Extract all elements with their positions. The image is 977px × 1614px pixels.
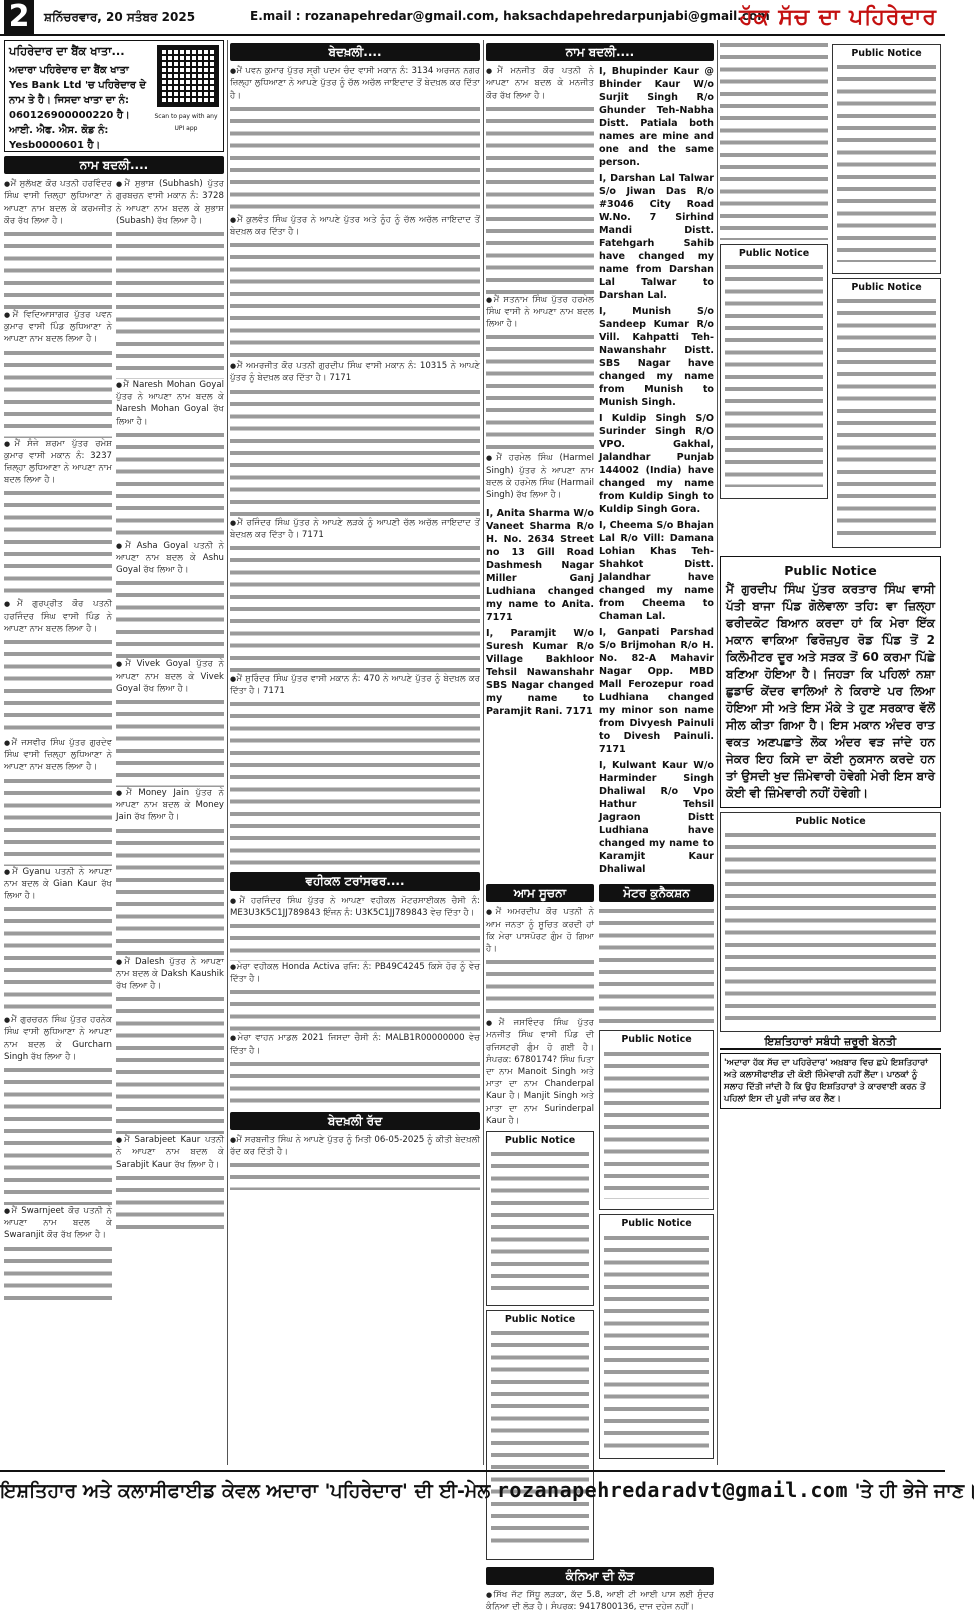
- text-block: [4, 776, 112, 866]
- list-item: ● ਮੈਂ Asha Goyal ਪਤਨੀ ਨੇ ਆਪਣਾ ਨਾਮ ਬਦਲ ਕੇ Ashu Goyal ਰੱਖ ਲਿਆ ਹੈ।: [116, 540, 224, 577]
- notice-title: Public Notice: [851, 48, 922, 59]
- notice-english: I, Paramjit W/o Suresh Kumar R/o Village Bakhloor Tehsil Nawanshahr SBS Nagar changed my name to Paramjit Rani. 7171: [486, 628, 594, 718]
- text-block: [725, 262, 823, 487]
- page-header: [0, 0, 945, 36]
- bank-details: ਅਦਾਰਾ ਪਹਿਰੇਦਾਰ ਦਾ ਬੈਂਕ ਖਾਤਾ Yes Bank Ltd 'ਚ ਪਹਿਰੇਦਾਰ ਦੇ ਨਾਮ ਤੇ ਹੈ। ਜਿਸਦਾ ਖਾਤਾ ਦਾ ਨੰ: 060126900000220 ਹੈ। ਆਈ. ਐਫ. ਐਸ. ਕੋਡ ਨੰ: Yesb0000601 ਹੈ।: [9, 65, 147, 152]
- text-block: [116, 697, 224, 787]
- section-heading-bride-wanted: ਕੰਨਿਆ ਦੀ ਲੋੜ: [486, 1567, 714, 1585]
- list-item: ● ਮੈਂ ਸੰਜੇ ਸ਼ਰਮਾ ਪੁੱਤਰ ਰਮੇਸ਼ ਕੁਮਾਰ ਵਾਸੀ ਮਕਾਨ ਨੰ: 3237 ਜ਼ਿਲ੍ਹਾ ਲੁਧਿਆਣਾ ਨੇ ਆਪਣਾ ਨਾਮ ਬਦਲ ਲਿਆ ਹੈ।: [4, 438, 112, 487]
- column-4: [720, 40, 941, 1465]
- list-item: ● ਮੈਂ ਅਮਰਦੀਪ ਕੌਰ ਪਤਨੀ ਨੇ ਆਮ ਜਨਤਾ ਨੂੰ ਸੂਚਿਤ ਕਰਦੀ ਹਾਂ ਕਿ ਮੇਰਾ ਪਾਸਪੋਰਟ ਗੁੰਮ ਹੋ ਗਿਆ ਹੈ।: [486, 906, 594, 955]
- list-item: ● ਮੈਂ Naresh Mohan Goyal ਪੁੱਤਰ ਨੇ ਆਪਣਾ ਨਾਮ ਬਦਲ ਕੇ Naresh Mohan Goyal ਰੱਖ ਲਿਆ ਹੈ।: [116, 379, 224, 428]
- notice-english: I, Ganpati Parshad S/o Brijmohan R/o H. No. 82-A Mahavir Nagar Opp. MBD Mall Ferozepur road Ludhiana changed my minor son name from Divyesh Painuli to Divesh Painuli. 7171: [599, 627, 714, 756]
- ad-disclaimer-heading: ਇਸ਼ਤਿਹਾਰਾਂ ਸਬੰਧੀ ਜ਼ਰੂਰੀ ਬੇਨਤੀ: [720, 1036, 941, 1050]
- text-block: [230, 1059, 480, 1109]
- text-block: [837, 62, 936, 262]
- text-block: [4, 1065, 112, 1205]
- list-item: ● ਮੈਂ ਅਮਰਜੀਤ ਕੌਰ ਪਤਨੀ ਗੁਰਦੀਪ ਸਿੰਘ ਵਾਸੀ ਮਕਾਨ ਨੰ: 10315 ਨੇ ਆਪਣੇ ਪੁੱਤਰ ਨੂੰ ਬੇਦਖ਼ਲ ਕਰ ਦਿੱਤਾ ਹੈ। 7171: [230, 360, 480, 384]
- text-block: [230, 104, 480, 214]
- list-item: ● ਮੈਂ ਸਰਬਜੀਤ ਸਿੰਘ ਨੇ ਆਪਣੇ ਪੁੱਤਰ ਨੂੰ ਮਿਤੀ 06-05-2025 ਨੂੰ ਕੀਤੀ ਬੇਦਖ਼ਲੀ ਰੱਦ ਕਰ ਦਿੱਤੀ ਹੈ।: [230, 1134, 480, 1158]
- bank-account-box: [4, 40, 224, 152]
- text-block: [116, 430, 224, 540]
- list-item: ● ਮੈਂ ਸੁਲੱਖਣ ਕੌਰ ਪਤਨੀ ਹਰਵਿੰਦਰ ਸਿੰਘ ਵਾਸੀ ਜ਼ਿਲ੍ਹਾ ਲੁਧਿਆਣਾ ਨੇ ਆਪਣਾ ਨਾਮ ਬਦਲ ਕੇ ਕਰਮਜੀਤ ਕੌਰ ਰੱਖ ਲਿਆ ਹੈ।: [4, 178, 112, 227]
- public-notice: [720, 244, 828, 499]
- text-block: [4, 904, 112, 1014]
- public-notice: [486, 1131, 594, 1306]
- text-block: [604, 1233, 709, 1448]
- column-rule: [717, 40, 718, 1465]
- section-heading-disownment-cancelled: ਬੇਦਖ਼ਲੀ ਰੱਦ: [230, 1112, 480, 1130]
- notice-english: I, Darshan Lal Talwar S/o Jiwan Das R/o #3046 City Road W.No. 7 Sirhind Mandi Distt. Fatehgarh Sahib have changed my name from Darshan Lal Talwar to Darshan Lal.: [599, 173, 714, 302]
- list-item: ● ਮੇਰਾ ਵਾਹਨ ਮਾਡਲ 2021 ਜਿਸਦਾ ਚੈਸੀ ਨੰ: MALB1R00000000 ਵੇਚ ਦਿੱਤਾ ਹੈ।: [230, 1032, 480, 1056]
- section-heading-name-change: ਨਾਮ ਬਦਲੀ....: [4, 156, 224, 174]
- text-block: [4, 488, 112, 598]
- list-item: ● ਮੈਂ ਹਰਜਿੰਦਰ ਸਿੰਘ ਪੁੱਤਰ ਨੇ ਆਪਣਾ ਵਹੀਕਲ ਮੋਟਰਸਾਈਕਲ ਚੈਸੀ ਨੰ: ME3U3K5C1JJ789843 ਇੰਜਨ ਨੰ: U3K5C1JJ789843 ਵੇਚ ਦਿੱਤਾ ਹੈ।: [230, 895, 480, 919]
- text-block: [230, 387, 480, 517]
- list-item: ● ਮੈਂ ਸੁਭਾਸ਼ (Subhash) ਪੁੱਤਰ ਗੁਰਬਚਨ ਵਾਸੀ ਮਕਾਨ ਨੰ: 3728 ਨੇ ਆਪਣਾ ਨਾਮ ਬਦਲ ਕੇ ਸੁਭਾਸ਼ (Subash) ਰੱਖ ਲਿਆ ਹੈ।: [116, 178, 224, 227]
- text-block: [116, 229, 224, 379]
- notice-title: Public Notice: [784, 563, 877, 578]
- list-item: ● ਮੈਂ ਸੁਰਿੰਦਰ ਸਿੰਘ ਪੁੱਤਰ ਵਾਸੀ ਮਕਾਨ ਨੰ: 470 ਨੇ ਆਪਣੇ ਪੁੱਤਰ ਨੂੰ ਬੇਦਖ਼ਲ ਕਰ ਦਿੱਤਾ ਹੈ। 7171: [230, 673, 480, 697]
- issue-date: ਸ਼ਨਿੱਚਰਵਾਰ, 20 ਸਤੰਬਰ 2025: [44, 10, 196, 24]
- text-block: [604, 1049, 709, 1199]
- text-block: [491, 1149, 589, 1294]
- list-item: ● ਮੈਂ ਕੁਲਵੰਤ ਸਿੰਘ ਪੁੱਤਰ ਨੇ ਆਪਣੇ ਪੁੱਤਰ ਅਤੇ ਨੂੰਹ ਨੂੰ ਚੱਲ ਅਚੱਲ ਜਾਇਦਾਦ ਤੋਂ ਬੇਦਖ਼ਲ ਕਰ ਦਿੱਤਾ ਹੈ।: [230, 214, 480, 238]
- text-block: [837, 296, 936, 536]
- public-notice: [720, 812, 941, 1032]
- notice-title: Public Notice: [851, 282, 922, 293]
- text-block: [486, 957, 594, 1017]
- text-block: [599, 906, 714, 1026]
- footer-text-after: 'ਤੇ ਹੀ ਭੇਜੇ ਜਾਣ।: [854, 1480, 977, 1502]
- column-1: [4, 40, 224, 1465]
- text-block: [116, 578, 224, 658]
- list-item: ● ਮੈਂ Money Jain ਪੁੱਤਰ ਨੇ ਆਪਣਾ ਨਾਮ ਬਦਲ ਕੇ Money Jain ਰੱਖ ਲਿਆ ਹੈ।: [116, 787, 224, 824]
- section-heading-name-change: ਨਾਮ ਬਦਲੀ....: [486, 43, 714, 61]
- text-block: [486, 332, 594, 452]
- footer-email[interactable]: rozanapehredaradvt@gmail.com: [496, 1478, 849, 1502]
- column-rule: [227, 40, 228, 1465]
- notice-title: Public Notice: [738, 248, 810, 259]
- notice-body: ਮੈਂ ਗੁਰਦੀਪ ਸਿੰਘ ਪੁੱਤਰ ਕਰਤਾਰ ਸਿੰਘ ਵਾਸੀ ਪੱਤੀ ਬਾਜਾ ਪਿੰਡ ਗੋਲੇਵਾਲਾ ਤਹਿ: ਵਾ ਜ਼ਿਲ੍ਹਾ ਫਰੀਦਕੋਟ ਬਿਆਨ ਕਰਦਾ ਹਾਂ ਕਿ ਮੇਰਾ ਇੱਕ ਮਕਾਨ ਵਾਕਿਆ ਫਿਰੋਜ਼ਪੁਰ ਰੋਡ ਪਿੰਡ ਤੋਂ 2 ਕਿਲੋਮੀਟਰ ਦੂਰ ਅਤੇ ਸੜਕ ਤੋਂ 60 ਕਰਮਾ ਪਿੱਛੇ ਬਣਿਆ ਹੋਇਆ ਹੈ। ਜਿਹੜਾ ਕਿ ਪਹਿਲਾਂ ਨਸ਼ਾ ਛੁਡਾਓ ਕੇਂਦਰ ਵਾਲਿਆਂ ਨੇ ਕਿਰਾਏ ਪਰ ਲਿਆ ਹੋਇਆ ਸੀ ਅਤੇ ਇਸ ਮੌਕੇ ਤੇ ਹੁਣ ਸਰਕਾਰ ਵੱਲੋਂ ਸੀਲ ਕੀਤਾ ਗਿਆ ਹੈ। ਇਸ ਮਕਾਨ ਅੰਦਰ ਰਾਤ ਵਕਤ ਅਣਪਛਾਤੇ ਲੋਕ ਅੰਦਰ ਵੜ ਜਾਂਦੇ ਹਨ ਜੇਕਰ ਇਹ ਕਿਸੇ ਦਾ ਕੋਈ ਨੁਕਸਾਨ ਕਰਦੇ ਹਨ ਤਾਂ ਉਸਦੀ ਖੁਦ ਜ਼ਿੰਮੇਵਾਰੀ ਹੋਵੇਗੀ ਮੇਰੀ ਇਸ ਬਾਰੇ ਕੋਈ ਵੀ ਜ਼ਿੰਮੇਵਾਰੀ ਨਹੀਂ ਹੋਵੇਗੀ।: [726, 582, 935, 800]
- notice-english: I, Anita Sharma W/o Vaneet Sharma R/o H. No. 2634 Street no 13 Gill Road Dashmesh Nagar Miller Ganj Ludhiana changed my name to Anita. 7171: [486, 508, 594, 624]
- notice-english: I Kuldip Singh S/O Surinder Singh R/O VPO. Gakhal, Jalandhar Punjab 144002 (India) have changed my name from Kuldip Singh to Kuldip Singh Gora.: [599, 413, 714, 516]
- list-item: ● ਮੈਂ Gyanu ਪਤਨੀ ਨੇ ਆਪਣਾ ਨਾਮ ਬਦਲ ਕੇ Gian Kaur ਰੱਖ ਲਿਆ ਹੈ।: [4, 866, 112, 903]
- text-block: [4, 637, 112, 737]
- text-block: [116, 994, 224, 1134]
- list-item: ● ਮੈਂ ਹਰਮੇਲ ਸਿੰਘ (Harmel Singh) ਪੁੱਤਰ ਨੇ ਆਪਣਾ ਨਾਮ ਬਦਲ ਕੇ ਹਰਮੇਲ ਸਿੰਘ (Harmail Singh) ਰੱਖ ਲਿਆ ਹੈ।: [486, 452, 594, 501]
- bank-title: ਪਹਿਰੇਦਾਰ ਦਾ ਬੈਂਕ ਖਾਤਾ...: [9, 44, 125, 58]
- notice-english: I, Munish S/o Sandeep Kumar R/o Vill. Kahpatti Teh-Nawanshahr Distt. SBS Nagar have changed my name from Munish to Munish Singh.: [599, 306, 714, 409]
- column-2: [230, 40, 480, 1465]
- page-footer: [0, 1470, 977, 1507]
- section-heading-general-notice: ਆਮ ਸੂਚਨਾ: [486, 884, 594, 902]
- text-block: [230, 1160, 480, 1190]
- notice-title: Public Notice: [621, 1218, 692, 1230]
- text-block: [116, 826, 224, 956]
- column-rule: [483, 40, 484, 1465]
- notice-title: Public Notice: [504, 1314, 576, 1326]
- list-item: ● ਮੈਂ ਜਸਵੀਰ ਸਿੰਘ ਪੁੱਤਰ ਗੁਰਦੇਵ ਸਿੰਘ ਵਾਸੀ ਜ਼ਿਲ੍ਹਾ ਲੁਧਿਆਣਾ ਨੇ ਆਪਣਾ ਨਾਮ ਬਦਲ ਲਿਆ ਹੈ।: [4, 737, 112, 774]
- public-notice: [832, 44, 941, 274]
- list-item: ● ਮੈਂ ਮਨਜੀਤ ਕੌਰ ਪਤਨੀ ਨੇ ਆਪਣਾ ਨਾਮ ਬਦਲ ਕੇ ਮਨਜੀਤ ਕੌਰ ਰੱਖ ਲਿਆ ਹੈ।: [486, 65, 594, 102]
- notice-english: I, Cheema S/o Bhajan Lal R/o Vill: Damana Lohian Khas Teh-Shahkot Distt. Jalandhar have changed my name from Cheema to Chaman Lal.: [599, 520, 714, 623]
- list-item: ● ਸਿੱਖ ਜੱਟ ਸਿੱਧੂ ਲੜਕਾ, ਕੱਦ 5.8, ਆਈ ਟੀ ਆਈ ਪਾਸ ਲਈ ਸੁੰਦਰ ਕੰਨਿਆ ਦੀ ਲੋੜ ਹੈ। ਸੰਪਰਕ: 9417800136, ਦਾਜ ਦਹੇਜ ਨਹੀਂ।: [486, 1589, 714, 1613]
- list-item: ● ਮੈਂ ਪਵਨ ਕੁਮਾਰ ਪੁੱਤਰ ਸ੍ਰੀ ਪਦਮ ਚੰਦ ਵਾਸੀ ਮਕਾਨ ਨੰ: 3134 ਅਰਜਨ ਨਗਰ ਜ਼ਿਲ੍ਹਾ ਲੁਧਿਆਣਾ ਨੇ ਆਪਣੇ ਪੁੱਤਰ ਨੂੰ ਚੱਲ ਅਚੱਲ ਜਾਇਦਾਦ ਤੋਂ ਬੇਦਖ਼ਲ ਕਰ ਦਿੱਤਾ ਹੈ।: [230, 65, 480, 102]
- footer-text-before: ਇਸ਼ਤਿਹਾਰ ਅਤੇ ਕਲਾਸੀਫਾਈਡ ਕੇਵਲ ਅਦਾਰਾ 'ਪਹਿਰੇਦਾਰ' ਦੀ ਈ-ਮੇਲ: [0, 1480, 491, 1502]
- text-block: [230, 240, 480, 360]
- list-item: ● ਮੈਂ ਵਿਦਿਆਸਾਗਰ ਪੁੱਤਰ ਪਵਨ ਕੁਮਾਰ ਵਾਸੀ ਪਿੰਡ ਲੁਧਿਆਣਾ ਨੇ ਆਪਣਾ ਨਾਮ ਬਦਲ ਲਿਆ ਹੈ।: [4, 309, 112, 346]
- list-item: ● ਮੈਂ Swarnjeet ਕੌਰ ਪਤਨੀ ਨੇ ਆਪਣਾ ਨਾਮ ਬਦਲ ਕੇ Swaranjit ਕੌਰ ਰੱਖ ਲਿਆ ਹੈ।: [4, 1205, 112, 1242]
- notice-english: I, Bhupinder Kaur @ Bhinder Kaur W/o Surjit Singh R/o Ghunder Teh-Nabha Distt. Patiala both names are mine and one and the same person.: [599, 66, 714, 169]
- ad-disclaimer-text: 'ਅਦਾਰਾ ਹੱਕ ਸੱਚ ਦਾ ਪਹਿਰੇਦਾਰ' ਅਖ਼ਬਾਰ ਵਿਚ ਛਪੇ ਇਸ਼ਤਿਹਾਰਾਂ ਅਤੇ ਕਲਾਸੀਫਾਈਡ ਦੀ ਕੋਈ ਜ਼ਿੰਮੇਵਾਰੀ ਨਹੀਂ ਲੈਂਦਾ। ਪਾਠਕਾਂ ਨੂੰ ਸਲਾਹ ਦਿੱਤੀ ਜਾਂਦੀ ਹੈ ਕਿ ਉਹ ਇਸ਼ਤਿਹਾਰਾਂ ਤੇ ਕਾਰਵਾਈ ਕਰਨ ਤੋਂ ਪਹਿਲਾਂ ਇਸ ਦੀ ਪੂਰੀ ਜਾਂਚ ਕਰ ਲੈਣ।: [720, 1053, 941, 1109]
- list-item: ● ਮੈਂ Dalesh ਪੁੱਤਰ ਨੇ ਆਪਣਾ ਨਾਮ ਬਦਲ ਕੇ Daksh Kaushik ਰੱਖ ਲਿਆ ਹੈ।: [116, 956, 224, 993]
- text-block: [230, 987, 480, 1032]
- text-block: [230, 921, 480, 961]
- notice-title: Public Notice: [621, 1034, 692, 1046]
- section-heading-disownment: ਬੇਦਖ਼ਲੀ....: [230, 43, 480, 61]
- text-block: [491, 1328, 589, 1548]
- newspaper-brand: ਹੱਕ ਸੱਚ ਦਾ ਪਹਿਰੇਦਾਰ: [739, 4, 937, 30]
- list-item: ● ਮੈਂ ਰਜਿੰਦਰ ਸਿੰਘ ਪੁੱਤਰ ਨੇ ਆਪਣੇ ਲੜਕੇ ਨੂੰ ਆਪਣੀ ਚੱਲ ਅਚੱਲ ਜਾਇਦਾਦ ਤੋਂ ਬੇਦਖ਼ਲ ਕਰ ਦਿੱਤਾ ਹੈ। 7171: [230, 517, 480, 541]
- list-item: ● ਮੈਂ Sarabjeet Kaur ਪਤਨੀ ਨੇ ਆਪਣਾ ਨਾਮ ਬਦਲ ਕੇ Sarabjit Kaur ਰੱਖ ਲਿਆ ਹੈ।: [116, 1134, 224, 1171]
- qr-caption: Scan to pay with any UPI app: [154, 113, 218, 133]
- text-block: [4, 348, 112, 438]
- text-block: [230, 699, 480, 869]
- list-item: ● ਮੈਂ ਗੁਰਚਰਨ ਸਿੰਘ ਪੁੱਤਰ ਹਰਨੇਕ ਸਿੰਘ ਵਾਸੀ ਲੁਧਿਆਣਾ ਨੇ ਆਪਣਾ ਨਾਮ ਬਦਲ ਕੇ Gurcharn Singh ਰੱਖ ਲਿਆ ਹੈ।: [4, 1014, 112, 1063]
- notice-title: Public Notice: [795, 816, 866, 827]
- list-item: ● ਮੇਰਾ ਵਹੀਕਲ Honda Activa ਰਜਿ: ਨੰ: PB49C4245 ਕਿਸੇ ਹੋਰ ਨੂੰ ਵੇਚ ਦਿੱਤਾ ਹੈ।: [230, 961, 480, 985]
- public-notice: [599, 1214, 714, 1459]
- page-number: 2: [4, 0, 34, 34]
- text-block: [720, 40, 828, 240]
- notice-english: I, Kulwant Kaur W/o Harminder Singh Dhaliwal R/o Vpo Hathur Tehsil Jagraon Distt Ludhiana have changed my name to Karamjit Kaur Dhaliwal: [599, 760, 714, 876]
- text-block: [725, 830, 936, 1020]
- list-item: ● ਮੈਂ ਗੁਰਪ੍ਰੀਤ ਕੌਰ ਪਤਨੀ ਹਰਜਿੰਦਰ ਸਿੰਘ ਵਾਸੀ ਪਿੰਡ ਨੇ ਆਪਣਾ ਨਾਮ ਬਦਲ ਲਿਆ ਹੈ।: [4, 598, 112, 635]
- public-notice-featured: [720, 556, 941, 808]
- list-item: ● ਮੈਂ ਜਸਵਿੰਦਰ ਸਿੰਘ ਪੁੱਤਰ ਮਨਜੀਤ ਸਿੰਘ ਵਾਸੀ ਪਿੰਡ ਦੀ ਰਜਿਸਟਰੀ ਗੁੰਮ ਹੋ ਗਈ ਹੈ। ਸੰਪਰਕ: 6780174? ਸਿੰਘ ਪਿਤਾ ਦਾ ਨਾਮ Manoit Singh ਅਤੇ ਮਾਤਾ ਦਾ ਨਾਮ Chanderpal Kaur ਹੈ। Manjit Singh ਅਤੇ ਮਾਤਾ ਦਾ ਨਾਮ Surinderpal Kaur ਹੈ।: [486, 1017, 594, 1127]
- list-item: ● ਮੈਂ Vivek Goyal ਪੁੱਤਰ ਨੇ ਆਪਣਾ ਨਾਮ ਬਦਲ ਕੇ Vivek Goyal ਰੱਖ ਲਿਆ ਹੈ।: [116, 658, 224, 695]
- text-block: [230, 543, 480, 673]
- notice-title: Public Notice: [504, 1135, 576, 1147]
- qr-code-icon[interactable]: [157, 45, 219, 107]
- text-block: [116, 1173, 224, 1233]
- text-block: [486, 104, 594, 294]
- public-notice: [486, 1310, 594, 1560]
- section-heading-motor-connection: ਮੋਟਰ ਕੁਨੈਕਸ਼ਨ: [599, 884, 714, 902]
- public-notice: [832, 278, 941, 548]
- text-block: [4, 229, 112, 309]
- public-notice: [599, 1030, 714, 1210]
- list-item: ● ਮੈਂ ਸਤਨਾਮ ਸਿੰਘ ਪੁੱਤਰ ਹਰਮੇਲ ਸਿੰਘ ਵਾਸੀ ਨੇ ਆਪਣਾ ਨਾਮ ਬਦਲ ਲਿਆ ਹੈ।: [486, 294, 594, 331]
- header-email[interactable]: E.mail : rozanapehredar@gmail.com, haksachdapehredarpunjabi@gmail.com: [250, 9, 770, 23]
- section-heading-vehicle-transfer: ਵਹੀਕਲ ਟਰਾਂਸਫਰ....: [230, 872, 480, 890]
- text-block: [4, 1244, 112, 1304]
